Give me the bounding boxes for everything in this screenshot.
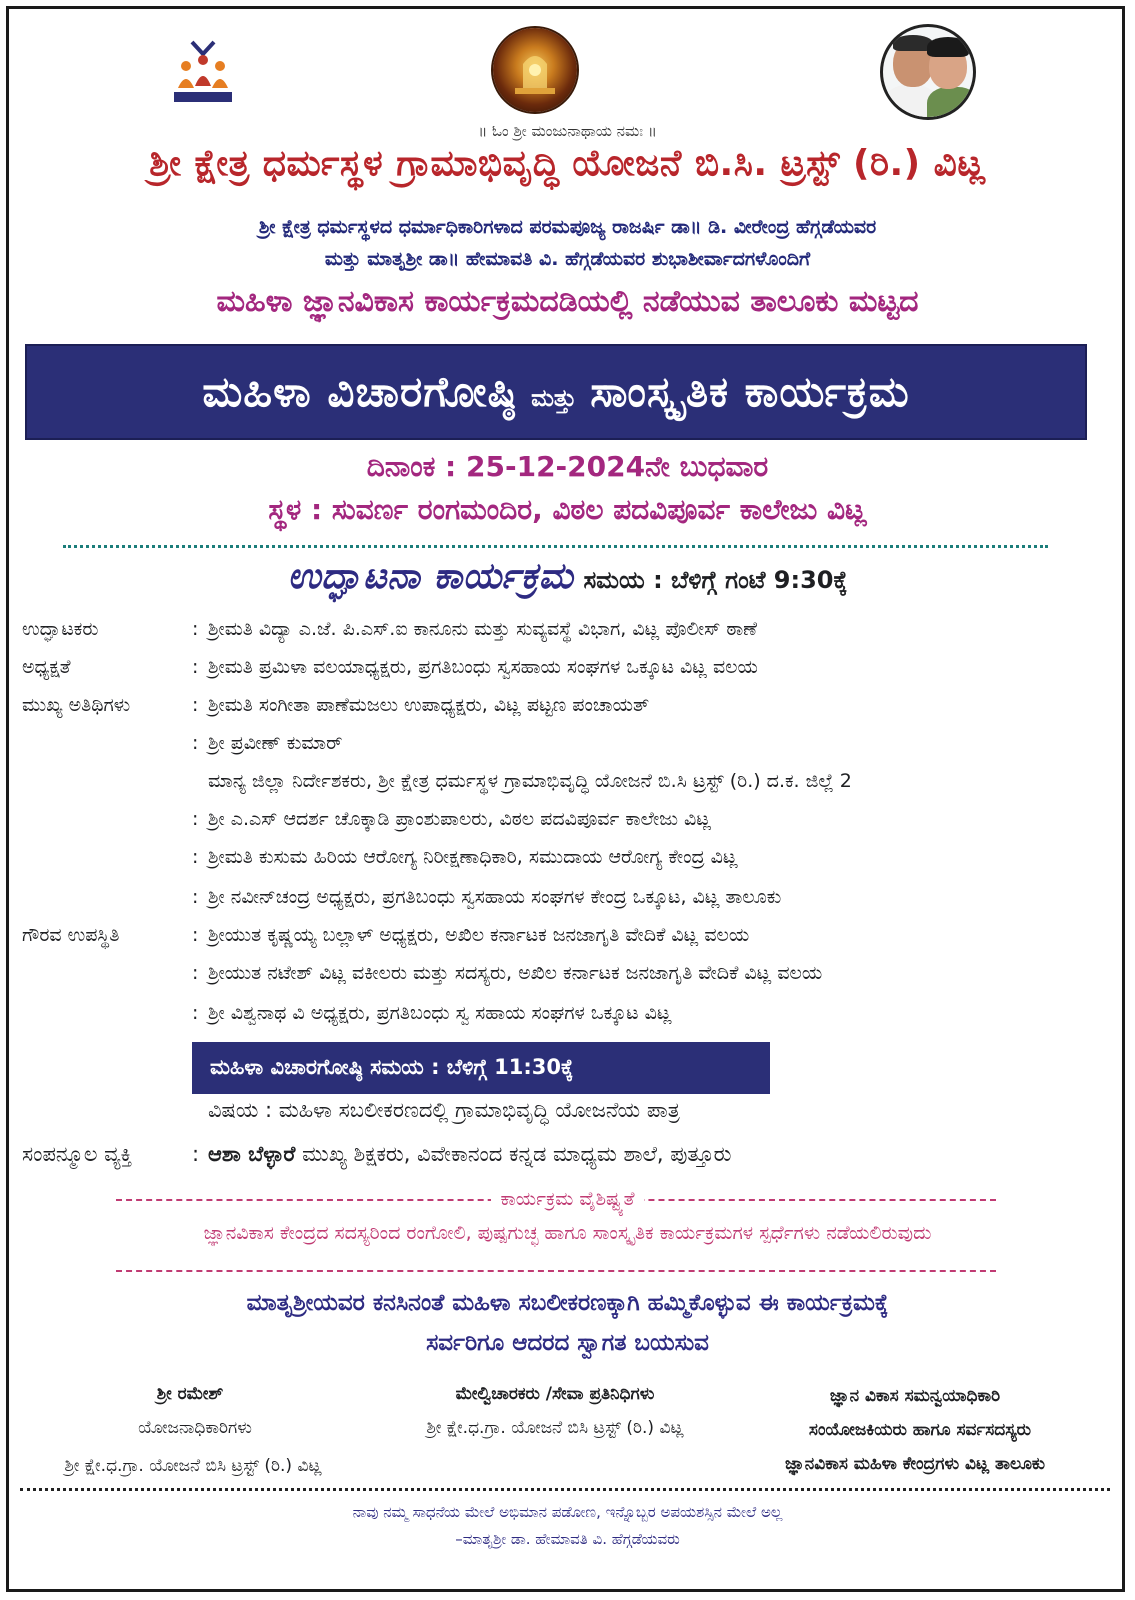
- banner-part-1: ಮಹಿಳಾ ವಿಚಾರಗೋಷ್ಠಿ: [202, 367, 518, 416]
- blessing-line-2: ಮತ್ತು ಮಾತೃಶ್ರೀ ಡಾ॥ ಹೇಮಾವತಿ ವಿ. ಹೆಗ್ಗಡೆಯವರ ಶುಭಾಶೀರ್ವಾದಗಳೊಂದಿಗೆ: [324, 248, 811, 270]
- guest-colon: :: [192, 656, 199, 678]
- guest-colon: :: [192, 846, 199, 868]
- features-title: ಕಾರ್ಯಕ್ರಮ ವೈಶಿಷ್ಟ್ಯತೆ: [491, 1188, 645, 1210]
- guest-detail: ಶ್ರೀಮತಿ ಕುಸುಮ ಹಿರಿಯ ಆರೋಗ್ಯ ನಿರೀಕ್ಷಣಾಧಿಕಾರಿ, ಸಮುದಾಯ ಆರೋಗ್ಯ ಕೇಂದ್ರ ವಿಟ್ಲ: [208, 846, 738, 868]
- signatory-right-members: ಸಂಯೋಜಕಿಯರು ಹಾಗೂ ಸರ್ವಸದಸ್ಯರು: [808, 1420, 1032, 1440]
- resource-person-role: ಮುಖ್ಯ ಶಿಕ್ಷಕರು, ವಿವೇಕಾನಂದ ಕನ್ನಡ ಮಾಧ್ಯಮ ಶಾಲೆ, ಪುತ್ತೂರು: [302, 1142, 732, 1166]
- guest-row: [0, 770, 1135, 804]
- resource-person-name: ಆಶಾ ಬೆಳ್ಳಾರೆ: [208, 1142, 296, 1166]
- section-divider: [63, 545, 1048, 548]
- event-banner: [25, 344, 1087, 440]
- temple-deity-image: [493, 28, 577, 112]
- invocation-mantra: ॥ ಓಂ ಶ್ರೀ ಮಂಜುನಾಥಾಯ ನಮಃ ॥: [478, 122, 657, 140]
- signatory-middle-org: ಶ್ರೀ ಕ್ಷೇ.ಧ.ಗ್ರಾ. ಯೋಜನೆ ಬಿಸಿ ಟ್ರಸ್ಟ್ (ರಿ.) ವಿಟ್ಲ: [426, 1418, 684, 1438]
- guest-role-label: ಉದ್ಘಾಟಕರು: [22, 618, 99, 640]
- footer-divider: [20, 1488, 1110, 1491]
- guest-row: [0, 808, 1135, 842]
- guest-colon: :: [192, 618, 199, 640]
- seminar-session-box: ಮಹಿಳಾ ವಿಚಾರಗೋಷ್ಠಿ ಸಮಯ : ಬೆಳಿಗ್ಗೆ 11:30ಕ್ಕೆ: [192, 1042, 770, 1094]
- resource-person-colon: :: [192, 1142, 200, 1166]
- guest-row: [0, 656, 1135, 690]
- inauguration-heading: [0, 556, 1135, 598]
- guest-detail: ಶ್ರೀ ನವೀನ್‌ಚಂದ್ರ ಅಧ್ಯಕ್ಷರು, ಪ್ರಗತಿಬಂಧು ಸ್ವಸಹಾಯ ಸಂಘಗಳ ಕೇಂದ್ರ ಒಕ್ಕೂಟ, ವಿಟ್ಲ ತಾಲೂಕು: [208, 886, 782, 908]
- banner-part-2: ಮತ್ತು: [531, 384, 577, 412]
- guest-row: [0, 618, 1135, 652]
- resource-person-detail: [208, 1142, 731, 1167]
- guest-role-label: ಅಧ್ಯಕ್ಷತೆ: [22, 656, 71, 678]
- welcome-appeal-line-1: ಮಾತೃಶ್ರೀಯವರ ಕನಸಿನಂತೆ ಮಹಿಳಾ ಸಬಲೀಕರಣಕ್ಕಾಗಿ ಹಮ್ಮಿಕೊಳ್ಳುವ ಈ ಕಾರ್ಯಕ್ರಮಕ್ಕೆ: [246, 1290, 889, 1316]
- inauguration-time: ಸಮಯ : ಬೆಳಿಗ್ಗೆ ಗಂಟೆ 9:30ಕ್ಕೆ: [583, 566, 848, 594]
- guest-detail: ಶ್ರೀ ವಿಶ್ವನಾಥ ವಿ ಅಧ್ಯಕ್ಷರು, ಪ್ರಗತಿಬಂಧು ಸ್ವ ಸಹಾಯ ಸಂಘಗಳ ಒಕ್ಕೂಟ ವಿಟ್ಲ: [208, 1002, 672, 1024]
- guest-detail: ಶ್ರೀಯುತ ಕೃಷ್ಣಯ್ಯ ಬಲ್ಲಾಳ್ ಅಧ್ಯಕ್ಷರು, ಅಖಿಲ ಕರ್ನಾಟಕ ಜನಜಾಗೃತಿ ವೇದಿಕೆ ವಿಟ್ಲ ವಲಯ: [208, 924, 750, 946]
- guest-row: [0, 1002, 1135, 1036]
- signatory-left-org: ಶ್ರೀ ಕ್ಷೇ.ಧ.ಗ್ರಾ. ಯೋಜನೆ ಬಿಸಿ ಟ್ರಸ್ಟ್ (ರಿ.) ವಿಟ್ಲ: [64, 1456, 322, 1476]
- patrons-photo: [880, 24, 976, 120]
- guest-row: [0, 694, 1135, 728]
- guest-detail: ಮಾನ್ಯ ಜಿಲ್ಲಾ ನಿರ್ದೇಶಕರು, ಶ್ರೀ ಕ್ಷೇತ್ರ ಧರ್ಮಸ್ಥಳ ಗ್ರಾಮಾಭಿವೃದ್ಧಿ ಯೋಜನೆ ಬಿ.ಸಿ ಟ್ರಸ್ಟ್ (ರಿ.) ದ.ಕ. ಜಿಲ್ಲೆ 2: [208, 770, 852, 792]
- welcome-appeal-line-2: ಸರ್ವರಿಗೂ ಆದರದ ಸ್ವಾಗತ ಬಯಸುವ: [426, 1330, 709, 1356]
- guest-colon: :: [192, 732, 199, 754]
- footer-quote-attribution: –ಮಾತೃಶ್ರೀ ಡಾ. ಹೇಮಾವತಿ ವಿ. ಹೆಗ್ಗಡೆಯವರು: [455, 1530, 680, 1548]
- resource-person-label: ಸಂಪನ್ಮೂಲ ವ್ಯಕ್ತಿ: [22, 1142, 133, 1166]
- guest-colon: :: [192, 886, 199, 908]
- guest-detail: ಶ್ರೀಯುತ ನಟೇಶ್ ವಿಟ್ಲ ವಕೀಲರು ಮತ್ತು ಸದಸ್ಯರು, ಅಖಿಲ ಕರ್ನಾಟಕ ಜನಜಾಗೃತಿ ವೇದಿಕೆ ವಿಟ್ಲ ವಲಯ: [208, 962, 823, 984]
- signatory-left-role: ಯೋಜನಾಧಿಕಾರಿಗಳು: [138, 1418, 252, 1438]
- event-venue: ಸ್ಥಳ : ಸುವರ್ಣ ರಂಗಮಂದಿರ, ವಿಠಲ ಪದವಿಪೂರ್ವ ಕಾಲೇಜು ವಿಟ್ಲ: [268, 493, 867, 526]
- signatory-middle-role: ಮೇಲ್ವಿಚಾರಕರು /ಸೇವಾ ಪ್ರತಿನಿಧಿಗಳು: [455, 1384, 655, 1404]
- features-divider-bottom: [116, 1270, 996, 1272]
- footer-quote: ನಾವು ನಮ್ಮ ಸಾಧನೆಯ ಮೇಲೆ ಅಭಿಮಾನ ಪಡೋಣ, ಇನ್ನೊಬ್ಬರ ಅಪಯಶಸ್ಸಿನ ಮೇಲೆ ಅಲ್ಲ: [352, 1503, 783, 1521]
- blessing-line-1: ಶ್ರೀ ಕ್ಷೇತ್ರ ಧರ್ಮಸ್ಥಳದ ಧರ್ಮಾಧಿಕಾರಿಗಳಾದ ಪರಮಪೂಜ್ಯ ರಾಜರ್ಷಿ ಡಾ॥ ಡಿ. ವೀರೇಂದ್ರ ಹೆಗ್ಗಡೆಯವರ: [258, 216, 877, 238]
- guest-colon: :: [192, 694, 199, 716]
- guest-colon: :: [192, 962, 199, 984]
- banner-part-3: ಸಾಂಸ್ಕೃತಿಕ ಕಾರ್ಯಕ್ರಮ: [590, 367, 910, 416]
- trust-title: ಶ್ರೀ ಕ್ಷೇತ್ರ ಧರ್ಮಸ್ಥಳ ಗ್ರಾಮಾಭಿವೃದ್ಧಿ ಯೋಜನೆ ಬಿ.ಸಿ. ಟ್ರಸ್ಟ್ (ರಿ.) ವಿಟ್ಲ: [149, 143, 986, 184]
- guest-colon: :: [192, 1002, 199, 1024]
- signatory-right-org: ಜ್ಞಾನವಿಕಾಸ ಮಹಿಳಾ ಕೇಂದ್ರಗಳು ವಿಟ್ಲ ತಾಲೂಕು: [785, 1454, 1045, 1474]
- organization-logo: [170, 36, 236, 106]
- event-date: ದಿನಾಂಕ : 25-12-2024ನೇ ಬುಧವಾರ: [366, 450, 769, 483]
- guest-row: [0, 846, 1135, 880]
- guest-row: [0, 732, 1135, 766]
- signatory-left-name: ಶ್ರೀ ರಮೇಶ್: [156, 1384, 224, 1404]
- guest-row: [0, 962, 1135, 996]
- guest-detail: ಶ್ರೀ ಪ್ರವೀಣ್ ಕುಮಾರ್: [208, 732, 343, 754]
- guest-role-label: ಗೌರವ ಉಪಸ್ಥಿತಿ: [22, 924, 120, 946]
- guest-colon: :: [192, 808, 199, 830]
- guest-role-label: ಮುಖ್ಯ ಅತಿಥಿಗಳು: [22, 694, 131, 716]
- guest-colon: :: [192, 924, 199, 946]
- inauguration-title: ಉದ್ಘಾಟನಾ ಕಾರ್ಯಕ್ರಮ: [287, 556, 574, 597]
- seminar-topic: ವಿಷಯ : ಮಹಿಳಾ ಸಬಲೀಕರಣದಲ್ಲಿ ಗ್ರಾಮಾಭಿವೃದ್ಧಿ ಯೋಜನೆಯ ಪಾತ್ರ: [208, 1098, 680, 1122]
- guest-detail: ಶ್ರೀಮತಿ ವಿದ್ಯಾ ಎ.ಜೆ. ಪಿ.ಎಸ್.ಐ ಕಾನೂನು ಮತ್ತು ಸುವ್ಯವಸ್ಥೆ ವಿಭಾಗ, ವಿಟ್ಲ ಪೊಲೀಸ್ ಠಾಣೆ: [208, 618, 757, 640]
- guest-detail: ಶ್ರೀಮತಿ ಸಂಗೀತಾ ಪಾಣೆಮಜಲು ಉಪಾಧ್ಯಕ್ಷರು, ವಿಟ್ಲ ಪಟ್ಟಣ ಪಂಚಾಯತ್: [208, 694, 650, 716]
- taluk-level-heading: ಮಹಿಳಾ ಜ್ಞಾನವಿಕಾಸ ಕಾರ್ಯಕ್ರಮದಡಿಯಲ್ಲಿ ನಡೆಯುವ ತಾಲೂಕು ಮಟ್ಟದ: [216, 284, 919, 319]
- guest-detail: ಶ್ರೀ ಎ.ಎಸ್ ಆದರ್ಶ ಚೊಕ್ಕಾಡಿ ಪ್ರಾಂಶುಪಾಲರು, ವಿಠಲ ಪದವಿಪೂರ್ವ ಕಾಲೇಜು ವಿಟ್ಲ: [208, 808, 711, 830]
- features-heading-row: [0, 1188, 1135, 1210]
- guest-row: [0, 924, 1135, 958]
- resource-person-row: [0, 1142, 1135, 1176]
- guest-detail: ಶ್ರೀಮತಿ ಪ್ರಮಿಳಾ ವಲಯಾಧ್ಯಕ್ಷರು, ಪ್ರಗತಿಬಂಧು ಸ್ವಸಹಾಯ ಸಂಘಗಳ ಒಕ್ಕೂಟ ವಿಟ್ಲ ವಲಯ: [208, 656, 758, 678]
- features-text: ಜ್ಞಾನವಿಕಾಸ ಕೇಂದ್ರದ ಸದಸ್ಯರಿಂದ ರಂಗೋಲಿ, ಪುಷ್ಪಗುಚ್ಛ ಹಾಗೂ ಸಾಂಸ್ಕೃತಿಕ ಕಾರ್ಯಕ್ರಮಗಳ ಸ್ಪರ್ಧೆಗಳು ನಡೆಯಲಿರುವುದು: [203, 1222, 932, 1244]
- signatory-right-role: ಜ್ಞಾನ ವಿಕಾಸ ಸಮನ್ವಯಾಧಿಕಾರಿ: [829, 1386, 1001, 1406]
- guest-row: [0, 886, 1135, 920]
